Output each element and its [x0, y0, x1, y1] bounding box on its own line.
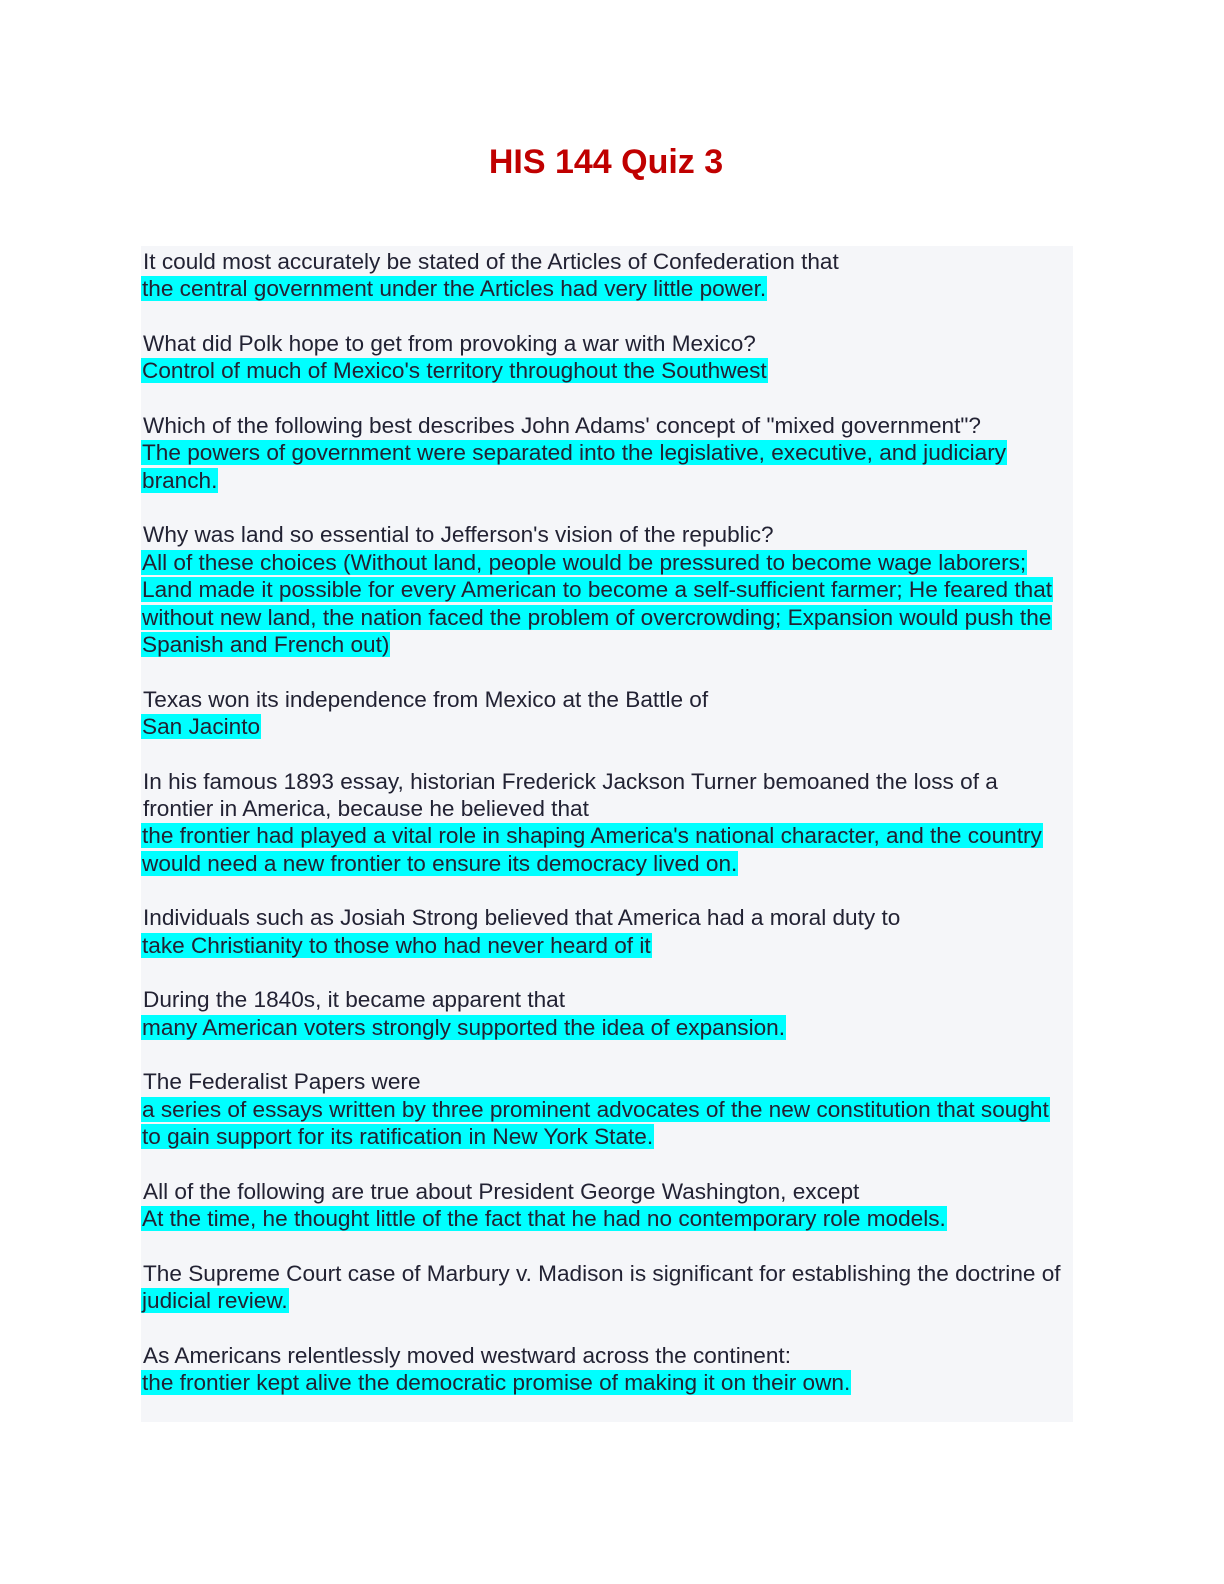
question-text: The Supreme Court case of Marbury v. Madison is significant for establishing the doctrine of	[143, 1260, 1061, 1286]
question-text: Texas won its independence from Mexico at the Battle of	[143, 686, 709, 712]
quiz-item	[141, 1178, 1073, 1233]
question-text: Why was land so essential to Jefferson's vision of the republic?	[143, 522, 774, 548]
question-text: It could most accurately be stated of the Articles of Confederation that	[143, 249, 839, 274]
question-text: As Americans relentlessly moved westward across the continent:	[143, 1342, 791, 1368]
quiz-item	[141, 904, 1073, 959]
quiz-item	[141, 686, 1073, 741]
question-text: What did Polk hope to get from provoking a war with Mexico?	[143, 331, 756, 356]
quiz-item	[141, 248, 1073, 303]
question-text: In his famous 1893 essay, historian Frederick Jackson Turner bemoaned the loss of a frontier in America, because he believed that	[143, 768, 1005, 822]
question-text: Individuals such as Josiah Strong believed that America had a moral duty to	[143, 905, 901, 931]
answer-highlight: many American voters strongly supported the idea of expansion.	[142, 1014, 786, 1040]
quiz-item	[141, 330, 1073, 385]
answer-highlight: All of these choices (Without land, people would be pressured to become wage laborers; Land made it possible for every American to become a self-sufficient farmer; He feared that without new land, the nation faced the problem of overcrowding; Expansion would push the Spanish and French out)	[142, 549, 1053, 658]
answer-highlight: The powers of government were separated into the legislative, executive, and judiciary branch.	[142, 440, 1007, 493]
question-text: The Federalist Papers were	[143, 1069, 421, 1095]
quiz-item	[141, 1342, 1073, 1397]
quiz-item	[141, 521, 1073, 658]
quiz-item	[141, 986, 1073, 1041]
quiz-item	[141, 412, 1073, 494]
question-text: All of the following are true about President George Washington, except	[143, 1178, 860, 1204]
page-title: HIS 144 Quiz 3	[488, 143, 724, 181]
question-text: Which of the following best describes John Adams' concept of "mixed government"?	[143, 413, 981, 438]
quiz-item	[141, 768, 1073, 878]
quiz-content	[141, 246, 1073, 1422]
quiz-item	[141, 1068, 1073, 1150]
quiz-item	[141, 1260, 1073, 1315]
answer-highlight: At the time, he thought little of the fact that he had no contemporary role models.	[142, 1206, 946, 1232]
answer-highlight: the central government under the Articles had very little power.	[142, 276, 767, 302]
answer-highlight: a series of essays written by three prominent advocates of the new constitution that sought to gain support for its ratification in New York State.	[142, 1096, 1049, 1150]
answer-highlight: take Christianity to those who had never heard of it	[142, 932, 651, 958]
question-text: During the 1840s, it became apparent that	[143, 987, 566, 1013]
answer-highlight: judicial review.	[142, 1288, 288, 1314]
answer-highlight: the frontier had played a vital role in shaping America's national character, and the country would need a new frontier to ensure its democracy lived on.	[142, 823, 1042, 876]
answer-highlight: the frontier kept alive the democratic promise of making it on their own.	[142, 1370, 851, 1396]
answer-highlight: Control of much of Mexico's territory throughout the Southwest	[142, 358, 767, 384]
answer-highlight: San Jacinto	[142, 714, 261, 740]
